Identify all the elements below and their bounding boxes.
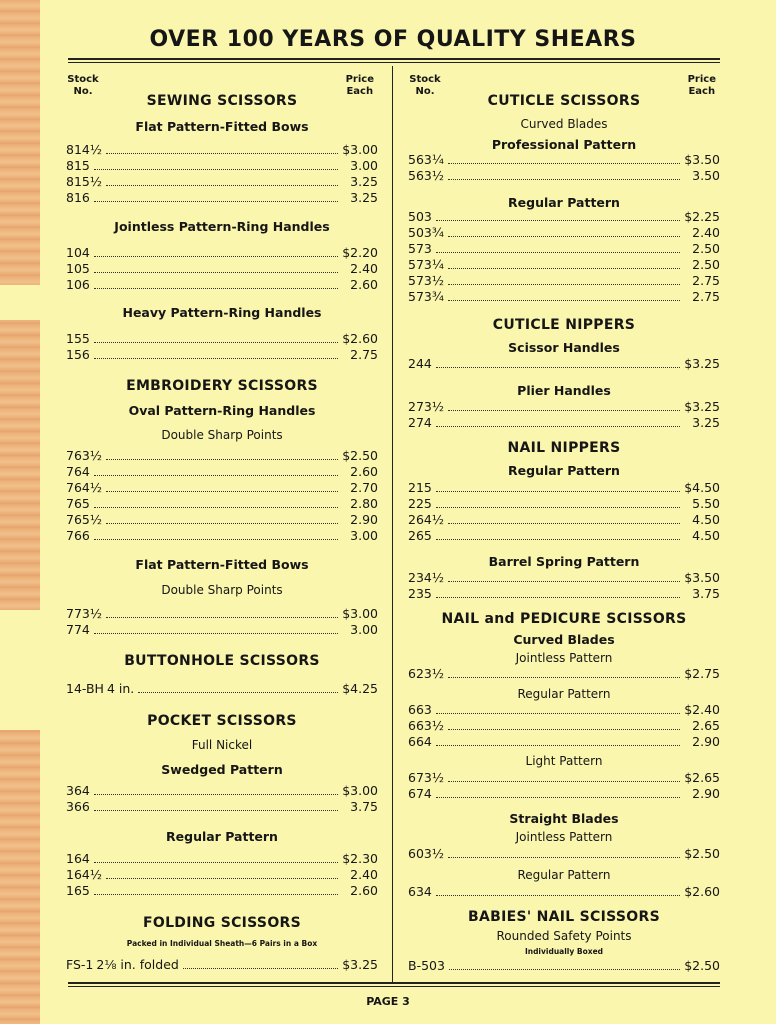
subsection-heading: Professional Pattern xyxy=(491,137,637,152)
price-list xyxy=(408,356,720,372)
list-item: 774 3.00 xyxy=(66,622,378,637)
subsection-heading: Scissor Handles xyxy=(508,340,620,355)
subsection-heading: Jointless Pattern xyxy=(515,651,613,665)
left-column-header xyxy=(66,66,378,97)
price-list xyxy=(66,681,378,697)
list-item: 673½ $2.65 xyxy=(408,770,720,785)
list-item: 234½ $3.50 xyxy=(408,570,720,585)
stock-no-label: Stock No. xyxy=(67,74,99,97)
page-number: PAGE 3 xyxy=(366,995,410,1008)
price-list xyxy=(66,606,378,638)
section-heading: CUTICLE NIPPERS xyxy=(492,317,636,333)
price-list xyxy=(66,957,378,973)
subsection-heading: Heavy Pattern-Ring Handles xyxy=(122,305,322,320)
list-item: 164 $2.30 xyxy=(66,851,378,866)
section-note: Curved Blades xyxy=(520,117,608,131)
price-list xyxy=(408,209,720,305)
price-list xyxy=(408,846,720,862)
price-list xyxy=(408,702,720,750)
list-item: 663 $2.40 xyxy=(408,702,720,717)
subsection-heading: Regular Pattern xyxy=(508,463,620,478)
list-item: 364 $3.00 xyxy=(66,783,378,798)
list-item: 225 5.50 xyxy=(408,496,720,511)
subsection-note: Double Sharp Points xyxy=(161,428,283,442)
price-list xyxy=(408,399,720,431)
list-item: 265 4.50 xyxy=(408,528,720,543)
list-item: 766 3.00 xyxy=(66,528,378,543)
subsection-heading: Swedged Pattern xyxy=(161,762,283,777)
price-list xyxy=(66,851,378,899)
price-each-label: Price Each xyxy=(687,74,716,97)
list-item: 815½ 3.25 xyxy=(66,174,378,189)
list-item: 273½ $3.25 xyxy=(408,399,720,414)
subsection-heading: Jointless Pattern-Ring Handles xyxy=(114,219,330,234)
section-heading: EMBROIDERY SCISSORS xyxy=(126,378,318,394)
price-list xyxy=(66,783,378,815)
list-item: 573 2.50 xyxy=(408,241,720,256)
list-item: 573¾ 2.75 xyxy=(408,289,720,304)
subsection-note: Full Nickel xyxy=(191,738,253,752)
list-item: 764½ 2.70 xyxy=(66,480,378,495)
top-rule-thin xyxy=(68,62,720,63)
section-note: Individually Boxed xyxy=(524,947,604,956)
bottom-rule xyxy=(68,982,720,984)
stock-no-label: Stock No. xyxy=(409,74,441,97)
list-item: 264½ 4.50 xyxy=(408,512,720,527)
list-item: 814½ $3.00 xyxy=(66,142,378,157)
price-list xyxy=(408,770,720,802)
subsection-heading: Flat Pattern-Fitted Bows xyxy=(135,119,309,134)
right-column-header xyxy=(408,66,720,97)
list-item: 674 2.90 xyxy=(408,786,720,801)
price-list xyxy=(66,142,378,206)
section-note: Packed in Individual Sheath—6 Pairs in a Box xyxy=(126,939,318,948)
list-item: FS-1 2⅛ in. folded $3.25 xyxy=(66,957,378,972)
list-item: 664 2.90 xyxy=(408,734,720,749)
list-item: 274 3.25 xyxy=(408,415,720,430)
list-item: 765½ 2.90 xyxy=(66,512,378,527)
list-item: 634 $2.60 xyxy=(408,884,720,899)
list-item: 773½ $3.00 xyxy=(66,606,378,621)
subsection-heading: Regular Pattern xyxy=(517,687,611,701)
list-item: 106 2.60 xyxy=(66,277,378,292)
list-item: 156 2.75 xyxy=(66,347,378,362)
right-column xyxy=(408,66,720,973)
list-item: 164½ 2.40 xyxy=(66,867,378,882)
section-heading: BABIES' NAIL SCISSORS xyxy=(468,909,660,925)
section-note: Curved Blades xyxy=(513,632,615,647)
left-column xyxy=(66,66,378,972)
section-note: Rounded Safety Points xyxy=(496,929,632,943)
section-heading: POCKET SCISSORS xyxy=(147,713,297,729)
page-edge-stain xyxy=(0,0,40,1024)
price-list xyxy=(408,666,720,682)
price-list xyxy=(66,245,378,293)
subsection-heading: Oval Pattern-Ring Handles xyxy=(128,403,316,418)
page-title: OVER 100 YEARS OF QUALITY SHEARS xyxy=(149,27,637,52)
list-item: 603½ $2.50 xyxy=(408,846,720,861)
price-list xyxy=(408,884,720,900)
subsection-heading: Regular Pattern xyxy=(508,195,620,210)
list-item: 816 3.25 xyxy=(66,190,378,205)
list-item: 563½ 3.50 xyxy=(408,168,720,183)
list-item: 573¼ 2.50 xyxy=(408,257,720,272)
section-heading: FOLDING SCISSORS xyxy=(143,915,301,931)
section-heading: BUTTONHOLE SCISSORS xyxy=(124,653,320,669)
subsection-note: Double Sharp Points xyxy=(161,583,283,597)
list-item: 105 2.40 xyxy=(66,261,378,276)
price-list xyxy=(408,152,720,184)
list-item: 104 $2.20 xyxy=(66,245,378,260)
list-item: 573½ 2.75 xyxy=(408,273,720,288)
list-item: 563¼ $3.50 xyxy=(408,152,720,167)
list-item: 366 3.75 xyxy=(66,799,378,814)
section-heading: NAIL and PEDICURE SCISSORS xyxy=(441,611,687,627)
list-item: 764 2.60 xyxy=(66,464,378,479)
list-item: 503¾ 2.40 xyxy=(408,225,720,240)
section-heading: CUTICLE SCISSORS xyxy=(487,93,641,109)
column-divider xyxy=(392,66,393,982)
price-list xyxy=(66,448,378,544)
bottom-rule-thin xyxy=(68,986,720,987)
price-list xyxy=(408,480,720,544)
list-item: 763½ $2.50 xyxy=(66,448,378,463)
subsection-heading: Barrel Spring Pattern xyxy=(488,554,640,569)
subsection-heading: Jointless Pattern xyxy=(515,830,613,844)
list-item: 14-BH 4 in. $4.25 xyxy=(66,681,378,696)
subsection-heading: Regular Pattern xyxy=(166,829,278,844)
list-item: 235 3.75 xyxy=(408,586,720,601)
section-heading: SEWING SCISSORS xyxy=(146,93,298,109)
price-list xyxy=(66,331,378,363)
top-rule xyxy=(68,58,720,60)
list-item: 215 $4.50 xyxy=(408,480,720,495)
price-list xyxy=(408,570,720,602)
subsection-heading: Plier Handles xyxy=(517,383,611,398)
list-item: B-503 $2.50 xyxy=(408,958,720,973)
list-item: 623½ $2.75 xyxy=(408,666,720,681)
list-item: 815 3.00 xyxy=(66,158,378,173)
list-item: 155 $2.60 xyxy=(66,331,378,346)
subsection-heading: Light Pattern xyxy=(525,754,603,768)
list-item: 165 2.60 xyxy=(66,883,378,898)
price-each-label: Price Each xyxy=(345,74,374,97)
list-item: 765 2.80 xyxy=(66,496,378,511)
price-list xyxy=(408,958,720,974)
section-note: Straight Blades xyxy=(509,811,619,826)
list-item: 503 $2.25 xyxy=(408,209,720,224)
list-item: 244 $3.25 xyxy=(408,356,720,371)
subsection-heading: Regular Pattern xyxy=(517,868,611,882)
list-item: 663½ 2.65 xyxy=(408,718,720,733)
subsection-heading: Flat Pattern-Fitted Bows xyxy=(135,557,309,572)
section-heading: NAIL NIPPERS xyxy=(507,440,621,456)
